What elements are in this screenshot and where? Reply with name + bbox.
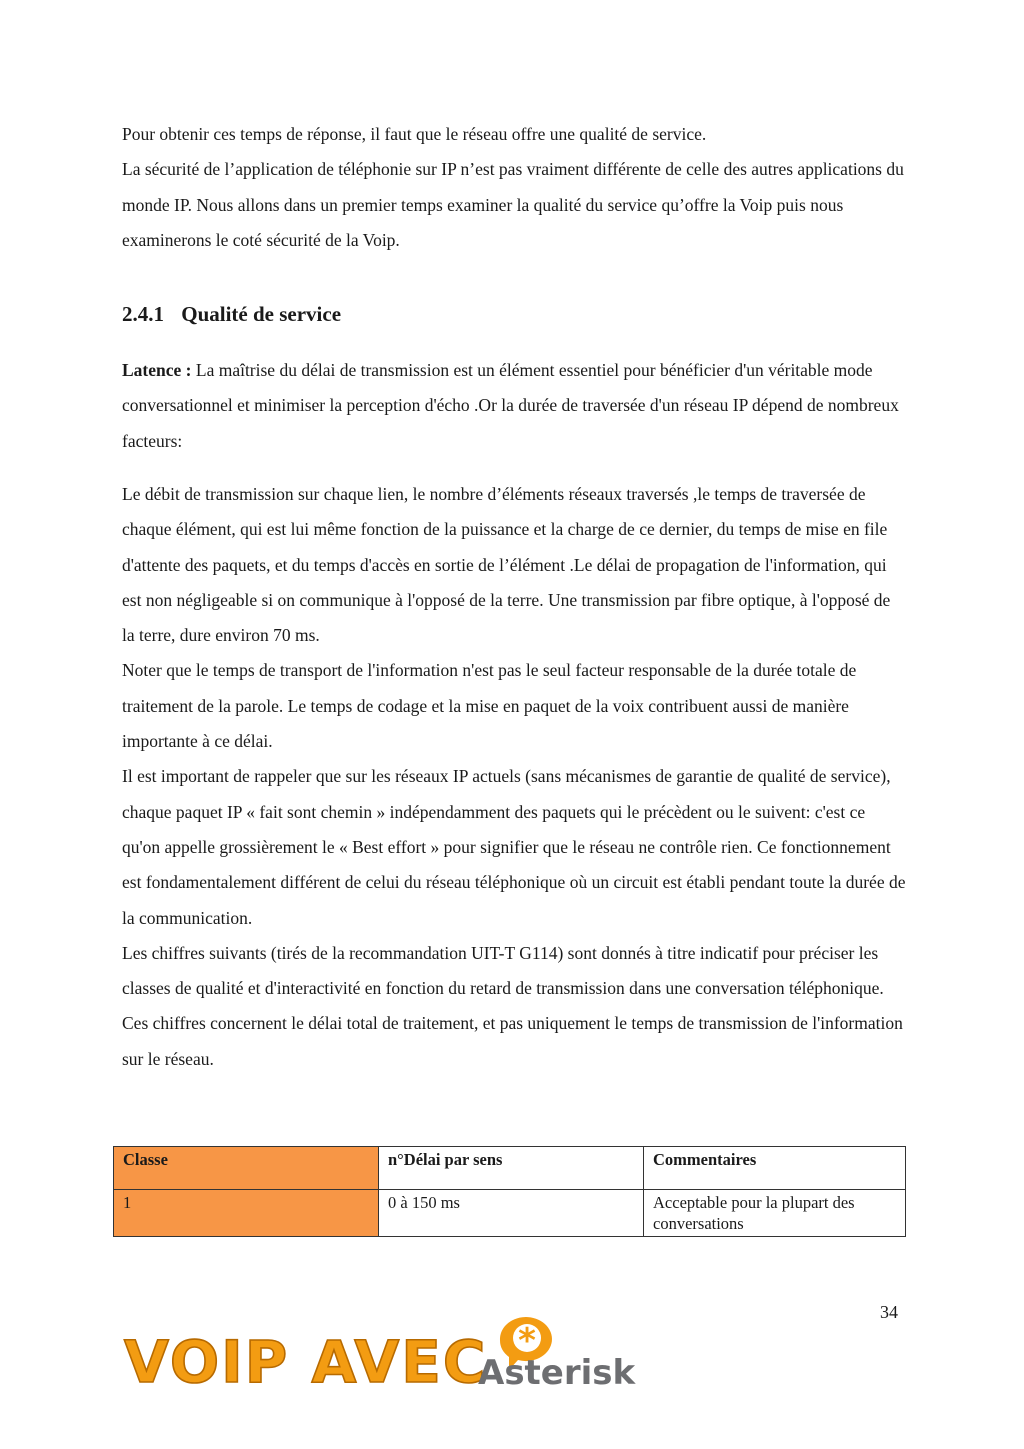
latence-label: Latence : [122, 360, 192, 380]
latence-paragraph [122, 353, 907, 459]
body-text [122, 477, 907, 1077]
intro-line: Pour obtenir ces temps de réponse, il faut que le réseau offre une qualité de service. [122, 124, 707, 144]
section-title: Qualité de service [181, 302, 342, 326]
table-header-cell: Classe [114, 1147, 379, 1190]
asterisk-symbol: * [518, 1321, 536, 1361]
table-header-cell: n°Délai par sens [379, 1147, 644, 1190]
section-number: 2.4.1 [122, 302, 164, 326]
logo-asterisk-text: Asterisk [478, 1353, 636, 1393]
table-cell: 0 à 150 ms [379, 1190, 644, 1237]
intro-block [122, 117, 907, 258]
paragraph: Le débit de transmission sur chaque lien, le nombre d’éléments réseaux traversés ,le temps de traversée de chaque élément, qui est lui même fonction de la puissance et la charge de ce dernier, du temps de mise en file d'attente des paquets, et du temps d'accès en sortie de l’élément .Le délai de propagation de l'information, qui est non négligeable si on communique à l'opposé de la terre. Une transmission par fibre optique, à l'opposé de la terre, dure environ 70 ms. [122, 484, 891, 646]
table-cell: Acceptable pour la plupart des conversations [644, 1190, 906, 1237]
table-header-row [114, 1147, 906, 1190]
page-number: 34 [880, 1302, 898, 1322]
paragraph: Les chiffres suivants (tirés de la recommandation UIT-T G114) sont donnés à titre indicatif pour préciser les classes de qualité et d'interactivité en fonction du retard de transmission dans une conversation téléphonique. Ces chiffres concernent le délai total de traitement, et pas uniquement le temps de transmission de l'information sur le réseau. [122, 942, 903, 1069]
logo-voip-avec-text: VOIP AVEC [124, 1328, 488, 1396]
delay-class-table [113, 1146, 906, 1237]
table-cell: 1 [114, 1190, 379, 1237]
paragraph: Il est important de rappeler que sur les réseaux IP actuels (sans mécanismes de garantie de qualité de service), chaque paquet IP « fait sont chemin » indépendamment des paquets qui le précèdent ou le suivent: c'est ce qu'on appelle grossièrement le « Best effort » pour signifier que le réseau ne contrôle rien. Ce fonctionnement est fondamentalement différent de celui du réseau téléphonique où un circuit est établi pendant toute la durée de la communication. [122, 766, 906, 928]
section-heading [122, 296, 341, 332]
table-header-cell: Commentaires [644, 1147, 906, 1190]
intro-paragraph: La sécurité de l’application de téléphonie sur IP n’est pas vraiment différente de celle des autres applications du monde IP. Nous allons dans un premier temps examiner la qualité du service qu’offre la Voip puis nous examinerons le coté sécurité de la Voip. [122, 159, 904, 250]
table-row [114, 1190, 906, 1237]
voip-avec-asterisk-logo [122, 1300, 662, 1400]
latence-text: La maîtrise du délai de transmission est un élément essentiel pour bénéficier d'un véritable mode conversationnel et minimiser la perception d'écho .Or la durée de traversée d'un réseau IP dépend de nombreux facteurs: [122, 360, 899, 451]
paragraph: Noter que le temps de transport de l'information n'est pas le seul facteur responsable de la durée totale de traitement de la parole. Le temps de codage et la mise en paquet de la voix contribuent aussi de manière importante à ce délai. [122, 660, 857, 752]
